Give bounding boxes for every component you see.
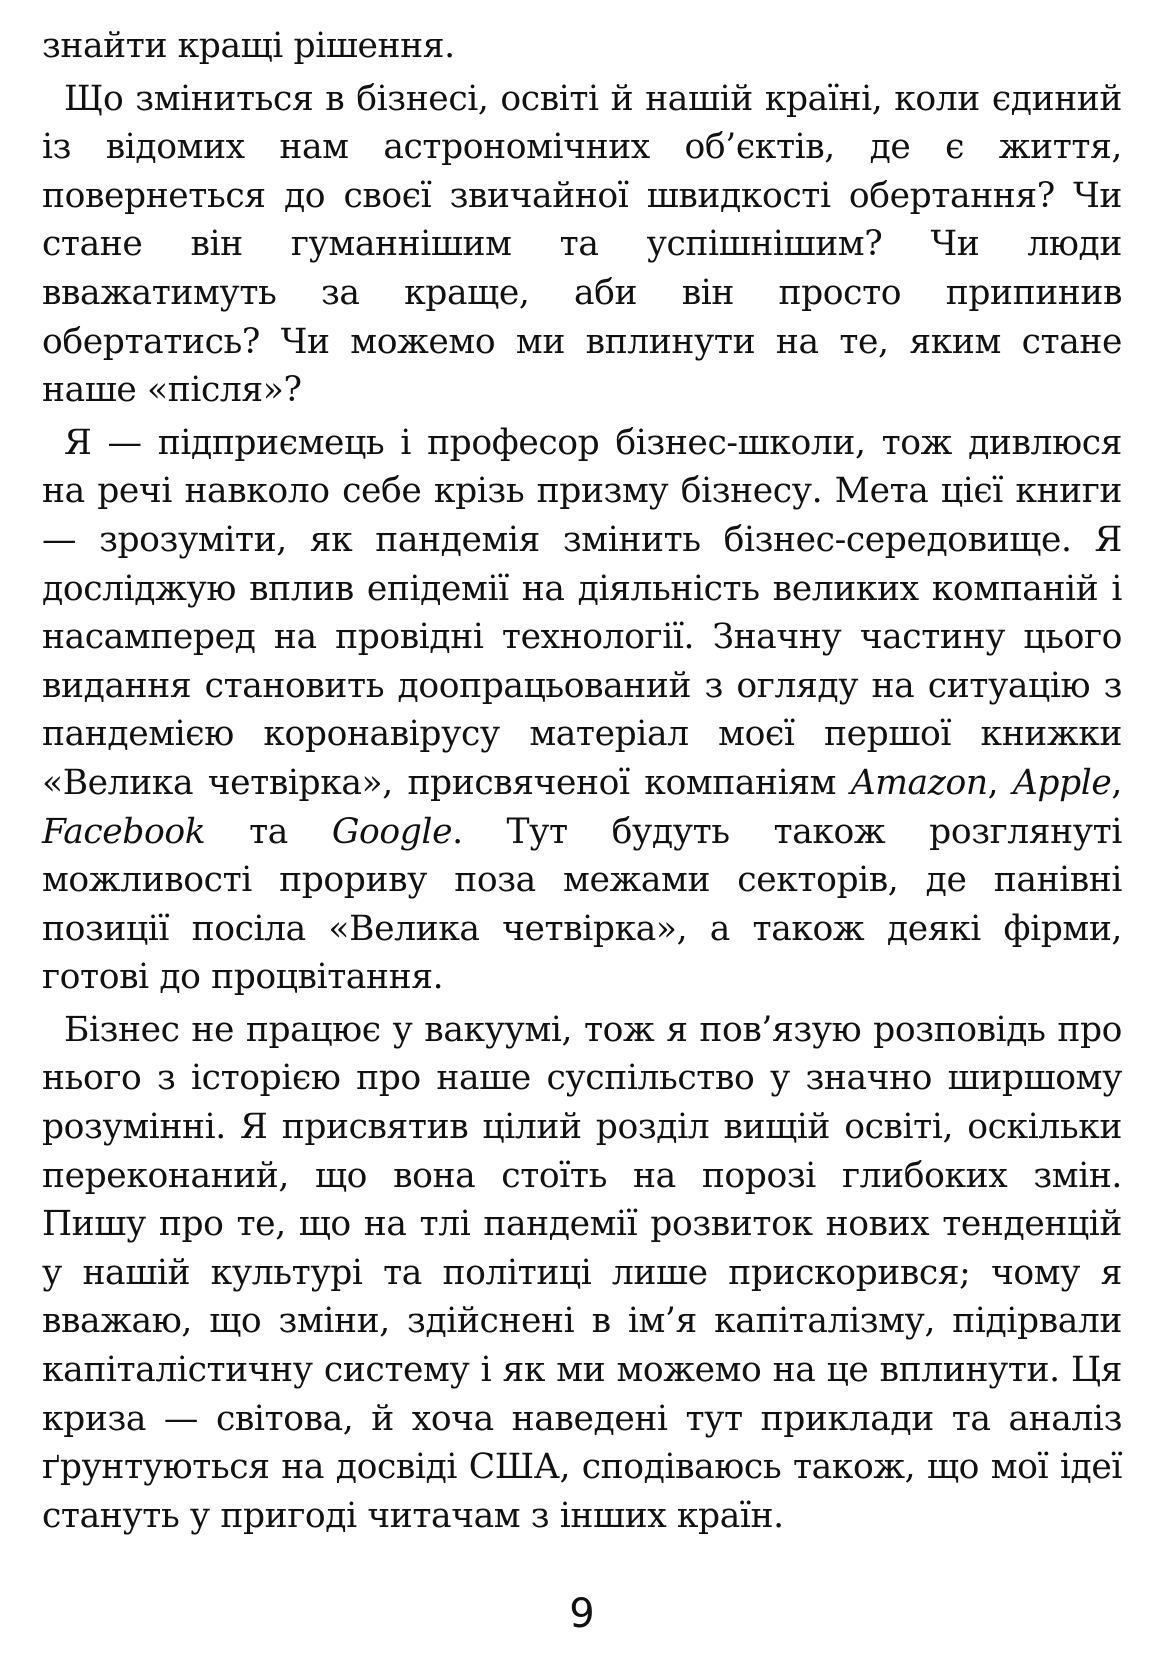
company-amazon: Amazon — [850, 762, 988, 803]
paragraph-business-society: Бізнес не працює у вакуумі, тож я пов’язую розповідь про нього з історією про наше суспільство у значно ширшому розумінні. Я присвятив цілий розділ вищій освіті, оскільки переконаний, що вона стоїть на порозі глибоких змін. Пишу про те, що на тлі пандемії розвиток нових тенденцій у нашій культурі та політиці лише прискорився; чому я вважаю, що зміни, здійснені в ім’я капіталізму, підірвали капіталістичну систему і як ми можемо на це вплинути. Ця криза — світова, й хоча наведені тут приклади та аналіз ґрунтуються на досвіді США, сподіваюсь також, що мої ідеї стануть у пригоді читачам з інших країн. — [42, 1009, 1122, 1536]
separator: , — [1111, 762, 1122, 803]
paragraph-questions: Що зміниться в бізнесі, освіті й нашій країні, коли єдиний із відомих нам астрономічних об’єктів, де є життя, повернеться до своєї звичайної швидкості обертання? Чи стане він гуманнішим та успішнішим? Чи люди вважатимуть за краще, аби він просто припинив обертатись? Чи можемо ми вплинути на те, яким стане наше «після»? — [42, 78, 1122, 411]
company-apple: Apple — [1012, 762, 1112, 803]
company-google: Google — [331, 811, 453, 852]
page-body-text — [42, 22, 1122, 1544]
page-number: 9 — [569, 1591, 595, 1637]
separator: , — [987, 762, 1013, 803]
separator: та — [205, 811, 332, 852]
company-facebook: Facebook — [42, 811, 206, 852]
paragraph-book-purpose-part1: Я — підприємець і професор бізнес-школи, тож дивлюся на речі навколо себе крізь призму бізнесу. Мета цієї книги — зрозуміти, як пандемія змінить бізнес-середовище. Я досліджую вплив епідемії на діяльність великих компаній і насамперед на провідні технології. Значну частину цього видання становить доопрацьований з огляду на ситуацію з пандемією коронавірусу матеріал моєї першої книжки «Велика четвірка», присвяченої компаніям — [42, 422, 1122, 803]
paragraph-continuation: знайти кращі рішення. — [42, 26, 455, 66]
paragraph-book-purpose — [42, 419, 1122, 1002]
paragraph-book-purpose-part2: . Тут будуть також розглянуті можливості прориву поза межами секторів, де панівні позиції посіла «Велика четвірка», а також деякі фірми, готові до процвітання. — [42, 811, 1122, 998]
